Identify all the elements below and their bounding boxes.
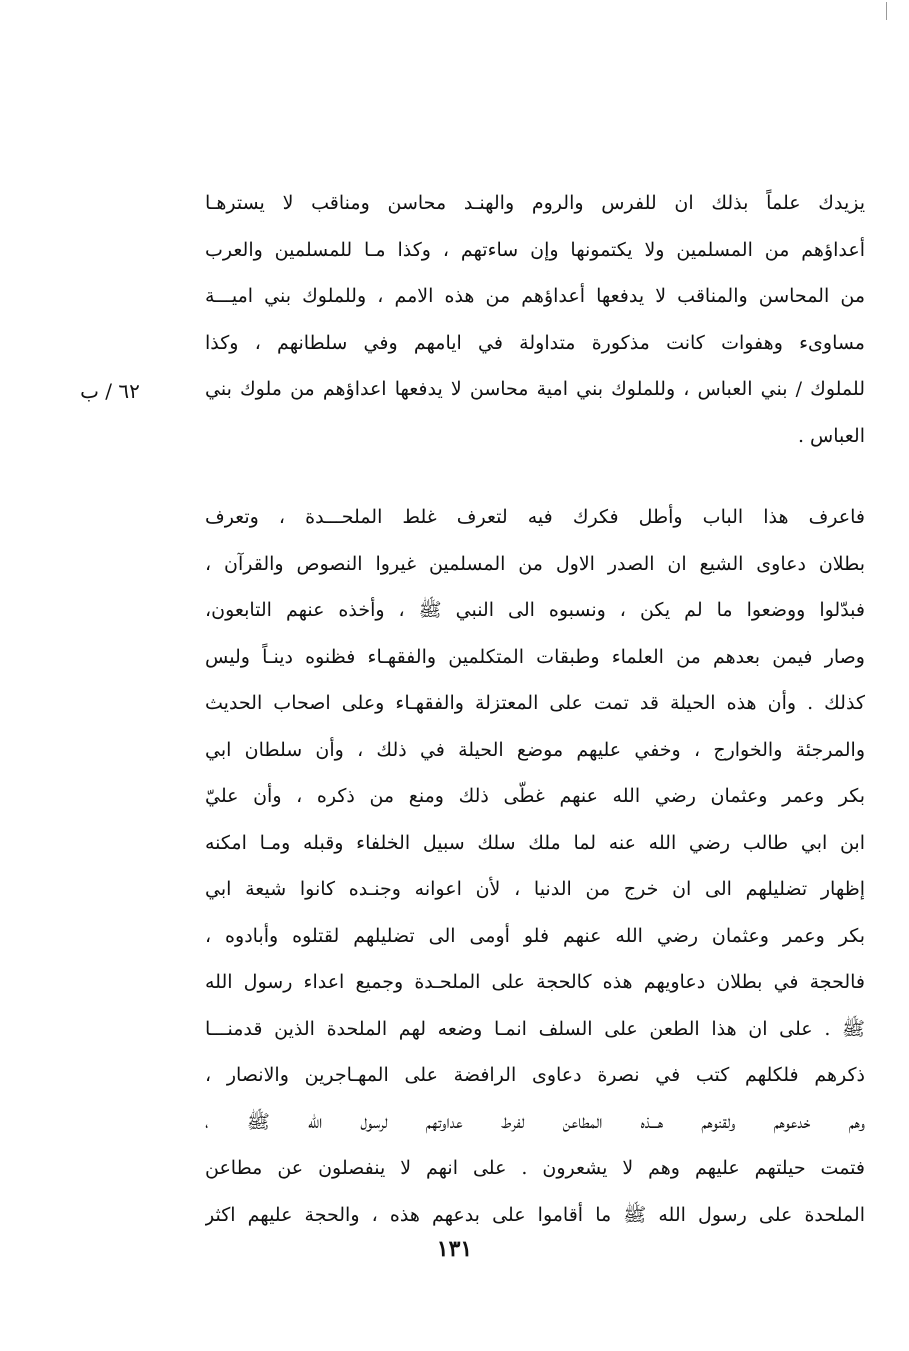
margin-folio-note: ٦٢ / ب (80, 379, 140, 403)
page-number: ١٣١ (436, 1236, 473, 1262)
text-line: والمرجئة والخوارج ، وخفي عليهم موضع الحيلة في ذلك ، وأن سلطان ابي (205, 738, 865, 761)
text-line: بكر وعمر وعثمان رضي الله عنهم غطّى ذلك ومنع من ذكره ، وأن عليّ (205, 785, 865, 807)
text-line: أعداؤهم من المسلمين ولا يكتمونها وإن ساءتهم ، وكذا مـا للمسلمين والعرب (205, 238, 865, 261)
text-line: فالحجة في بطلان دعاويهم هذه كالحجة على الملحـدة وجميع اعداء رسول الله (205, 971, 865, 993)
text-line: من المحاسن والمناقب لا يدفعها أعداؤهم من هذه الامم ، وللملوك بني اميـــة (205, 285, 865, 307)
text-line: كذلك . وأن هذه الحيلة قد تمت على المعتزلة والفقهـاء وعلى اصحاب الحديث (205, 692, 865, 714)
text-line: وهم خدعوهم ولقنوهم هـــذه المطاعن لفرط عداوتهم لرسول الله ﷺ ، (205, 1110, 865, 1133)
text-line: ذكرهم فلكلهم كتب في نصرة دعاوى الرافضة على المهـاجرين والانصار ، (205, 1064, 865, 1086)
text-line: مساوىء وهفوات كانت مذكورة متداولة في ايامهم وفي سلطانهم ، وكذا (205, 331, 865, 354)
text-line: فاعرف هذا الباب وأطل فكرك فيه لتعرف غلط الملحـــدة ، وتعرف (205, 506, 865, 528)
text-line: ﷺ . على ان هذا الطعن على السلف انمـا وضعه لهم الملحدة الذين قدمنـــا (205, 1017, 865, 1040)
body-text (205, 0, 865, 1230)
text-line: ابن ابي طالب رضي الله عنه لما ملك سلك سبيل الخلفاء وقبله ومـا امكنه (205, 831, 865, 854)
text-line: بطلان دعاوى الشيع ان الصدر الاول من المسلمين غيروا النصوص والقرآن ، (205, 552, 865, 575)
text-line: يزيدك علماً بذلك ان للفرس والروم والهنـد محاسن ومناقب لا يسترهـا (205, 192, 865, 214)
text-line: الملحدة على رسول الله ﷺ ما أقاموا على بدعهم هذه ، والحجة عليهم اكثر (205, 1203, 865, 1226)
text-line: إظهار تضليلهم الى ان خرج من الدنيا ، لأن اعوانه وجنـده كانوا شيعة ابي (205, 878, 865, 900)
text-line: فبدّلوا ووضعوا ما لم يكن ، ونسبوه الى النبي ﷺ ، وأخذه عنهم التابعون، (205, 599, 865, 621)
text-line: فتمت حيلتهم عليهم وهم لا يشعرون . على انهم لا ينفصلون عن مطاعن (205, 1157, 865, 1179)
text-line: العباس . (797, 424, 865, 447)
text-line: للملوك / بني العباس ، وللملوك بني امية محاسن لا يدفعها اعداؤهم من ملوك بني (205, 378, 865, 400)
text-line: وصار فيمن بعدهم من العلماء وطبقات المتكلمين والفقهـاء فظنوه دينـاً وليس (205, 645, 865, 668)
scan-mark (886, 2, 887, 20)
text-line: بكر وعمر وعثمان رضي الله عنهم فلو أومى الى تضليلهم لقتلوه وأبادوه ، (205, 924, 865, 947)
